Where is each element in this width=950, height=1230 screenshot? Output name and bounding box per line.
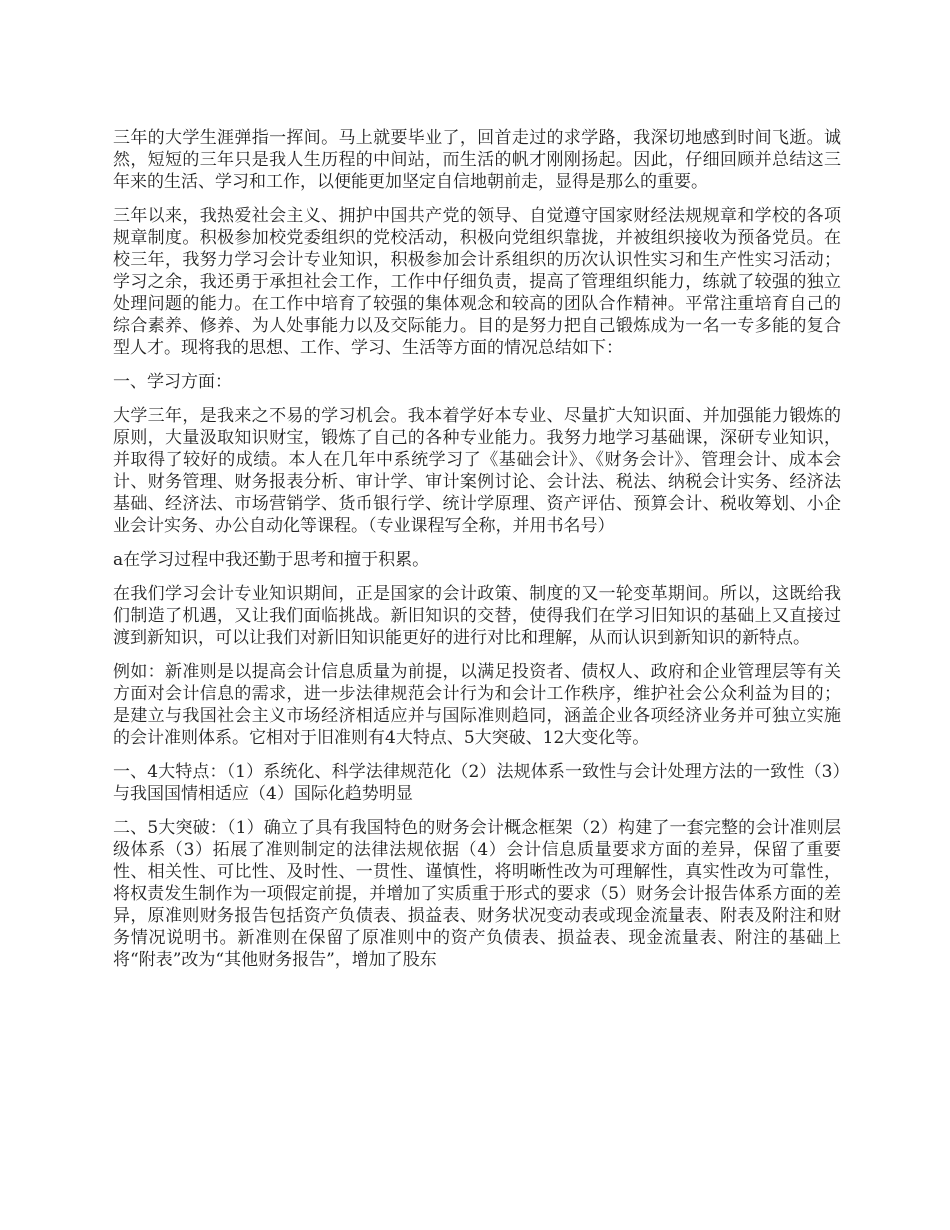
paragraph-intro: 三年的大学生涯弹指一挥间。马上就要毕业了，回首走过的求学路，我深切地感到时间飞逝。诚然，短短的三年只是我人生历程的中间站，而生活的帆才刚刚扬起。因此，仔细回顾并总结这三年来的生活、学习和工作，以便能更加坚定自信地朝前走，显得是那么的重要。: [113, 128, 841, 192]
document-body: [113, 127, 841, 983]
section-heading-study: 一、学习方面：: [113, 372, 232, 392]
paragraph-breakthroughs: 二、5大突破：（1）确立了具有我国特色的财务会计概念框架（2）构建了一套完整的会计准则层级体系（3）拓展了准则制定的法律法规依据（4）会计信息质量要求方面的差异，保留了重要性、相关性、可比性、及时性、一贯性、谨慎性，将明晰性改为可理解性，真实性改为可靠性，将权责发生制作为一项假定前提，并增加了实质重于形式的要求（5）财务会计报告体系方面的差异，原准则财务报告包括资产负债表、损益表、财务状况变动表或现金流量表、附表及附注和财务情况说明书。新准则在保留了原准则中的资产负债表、损益表、现金流量表、附注的基础上将“附表”改为“其他财务报告”，增加了股东: [113, 818, 841, 970]
paragraph-study: 大学三年，是我来之不易的学习机会。我本着学好本专业、尽量扩大知识面、并加强能力锻炼的原则，大量汲取知识财宝，锻炼了自己的各种专业能力。我努力地学习基础课，深研专业知识，并取得了较好的成绩。本人在几年中系统学习了《基础会计》、《财务会计》、管理会计、成本会计、财务管理、财务报表分析、审计学、审计案例讨论、会计法、税法、纳税会计实务、经济法基础、经济法、市场营销学、货币银行学、统计学原理、资产评估、预算会计、税收筹划、小企业会计实务、办公自动化等课程。（专业课程写全称，并用书名号）: [113, 406, 841, 536]
paragraph-overview: 三年以来，我热爱社会主义、拥护中国共产党的领导、自觉遵守国家财经法规规章和学校的各项规章制度。积极参加校党委组织的党校活动，积极向党组织靠拢，并被组织接收为预备党员。在校三年，我努力学习会计专业知识，积极参加会计系组织的历次认识性实习和生产性实习活动；学习之余，我还勇于承担社会工作，工作中仔细负责，提高了管理组织能力，练就了较强的独立处理问题的能力。在工作中培育了较强的集体观念和较高的团队合作精神。平常注重培育自己的综合素养、修养、为人处事能力以及交际能力。目的是努力把自己锻炼成为一名一专多能的复合型人才。现将我的思想、工作、学习、生活等方面的情况总结如下：: [113, 206, 841, 358]
paragraph-reform: 在我们学习会计专业知识期间，正是国家的会计政策、制度的又一轮变革期间。所以，这既给我们制造了机遇，又让我们面临挑战。新旧知识的交替，使得我们在学习旧知识的基础上又直接过渡到新知识，可以让我们对新旧知识能更好的进行对比和理解，从而认识到新知识的新特点。: [113, 584, 841, 648]
paragraph-example: 例如：新准则是以提高会计信息质量为前提，以满足投资者、债权人、政府和企业管理层等有关方面对会计信息的需求，进一步法律规范会计行为和会计工作秩序，维护社会公众利益为目的；是建立与我国社会主义市场经济相适应并与国际准则趋同，涵盖企业各项经济业务并可独立实施的会计准则体系。它相对于旧准则有4大特点、5大突破、12大变化等。: [113, 662, 841, 748]
paragraph-thinking: a在学习过程中我还勤于思考和擅于积累。: [113, 550, 430, 570]
paragraph-features: 一、4大特点：（1）系统化、科学法律规范化（2）法规体系一致性与会计处理方法的一致性（3）与我国国情相适应（4）国际化趋势明显: [113, 762, 841, 804]
